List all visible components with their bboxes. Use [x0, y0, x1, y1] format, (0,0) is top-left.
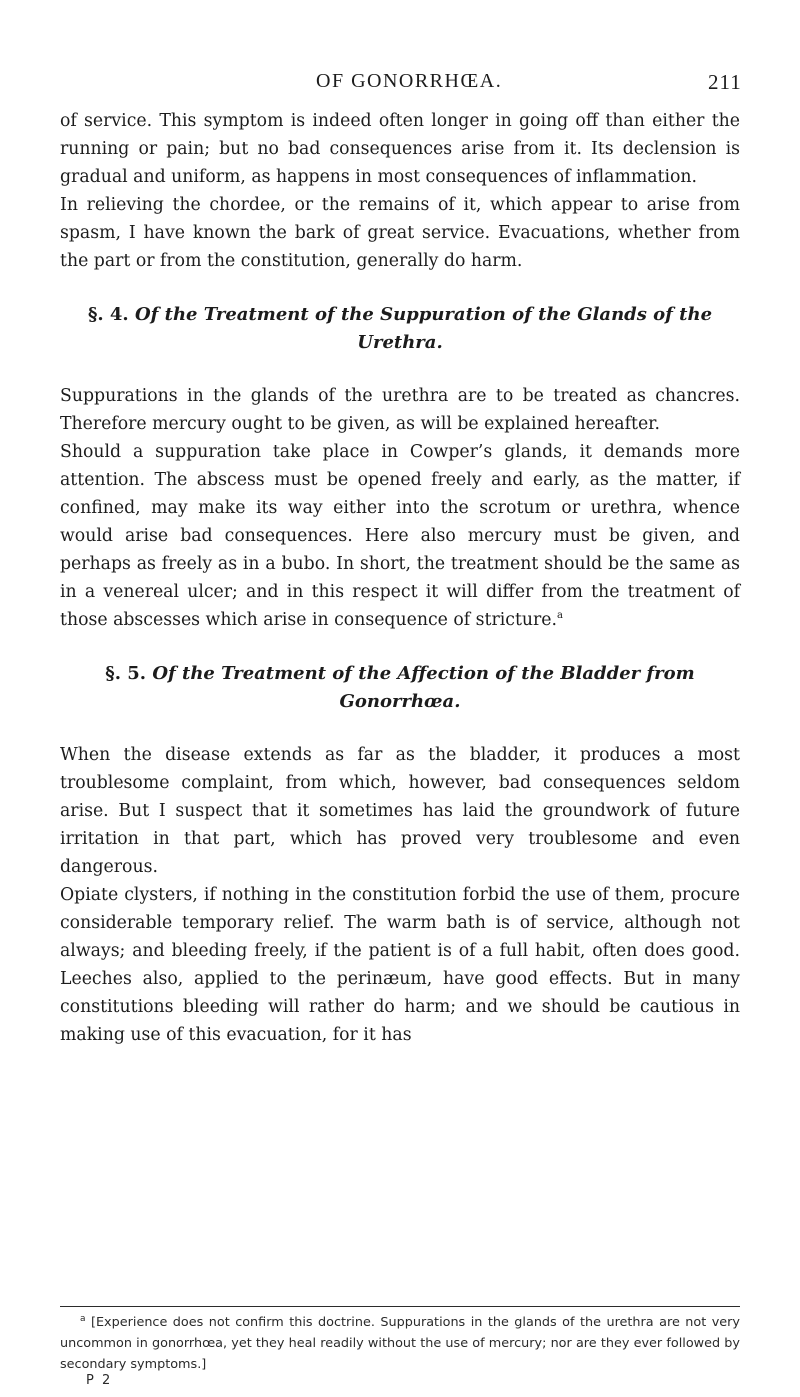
signature-mark: P 2 — [86, 1373, 113, 1388]
section-title: Of the Treatment of the Affection of the Bladder from Gonorrhœa. — [152, 663, 695, 712]
page-number: 211 — [708, 70, 742, 94]
paragraph: Opiate clysters, if nothing in the constitution forbid the use of them, procure considerable temporary relief. The warm bath is of service, although not always; and bleeding freely, if the patient is of a full habit, often does good. Leeches also, applied to the perinæum, have good effects. But in many constitutions bleeding will rather do harm; and we should be cautious in making use of this evacuation, for it has — [60, 885, 740, 1045]
section-heading-5 — [60, 660, 740, 716]
paragraph: When the disease extends as far as the bladder, it produces a most troublesome complaint, from which, however, bad consequences seldom arise. But I suspect that it sometimes has laid the groundwork of future irritation in that part, which has proved very troublesome and even dangerous. — [60, 745, 740, 877]
footnote-reference: a — [557, 610, 563, 622]
running-title: OF GONORRHŒA. — [316, 70, 503, 92]
running-head — [0, 70, 800, 100]
footnote-mark: a — [80, 1313, 86, 1324]
section-number: §. 5. — [105, 663, 147, 684]
section-title: Of the Treatment of the Suppuration of the Glands of the Urethra. — [134, 304, 713, 353]
paragraph-text: Should a suppuration take place in Cowper’s glands, it demands more attention. The abscess must be opened freely and early, as the matter, if confined, may make its way either into the scrotum or urethra, whence would arise bad consequences. Here also mercury must be given, and perhaps as freely as in a bubo. In short, the treatment should be the same as in a venereal ulcer; and in this respect it will differ from the treatment of those abscesses which arise in consequence of stricture. — [60, 442, 740, 630]
footnote — [60, 1312, 740, 1375]
paragraph: Suppurations in the glands of the urethra are to be treated as chancres. Therefore mercury ought to be given, as will be explained hereafter. — [60, 386, 740, 434]
section-heading-4 — [60, 301, 740, 357]
paragraph: of service. This symptom is indeed often longer in going off than either the running or pain; but no bad consequences arise from it. Its declension is gradual and uniform, as happens in most consequences of inflammation. — [60, 111, 740, 187]
body-text — [60, 107, 740, 1049]
footnote-text: [Experience does not confirm this doctrine. Suppurations in the glands of the urethra are not very uncommon in gonorrhœa, yet they heal readily without the use of mercury; nor are they ever followed by secondary symptoms.] — [60, 1315, 740, 1372]
section-number: §. 4. — [87, 304, 129, 325]
paragraph — [60, 438, 740, 634]
paragraph: In relieving the chordee, or the remains of it, which appear to arise from spasm, I have known the bark of great service. Evacuations, whether from the part or from the constitution, generally do harm. — [60, 195, 740, 271]
footnote-rule — [60, 1306, 740, 1307]
